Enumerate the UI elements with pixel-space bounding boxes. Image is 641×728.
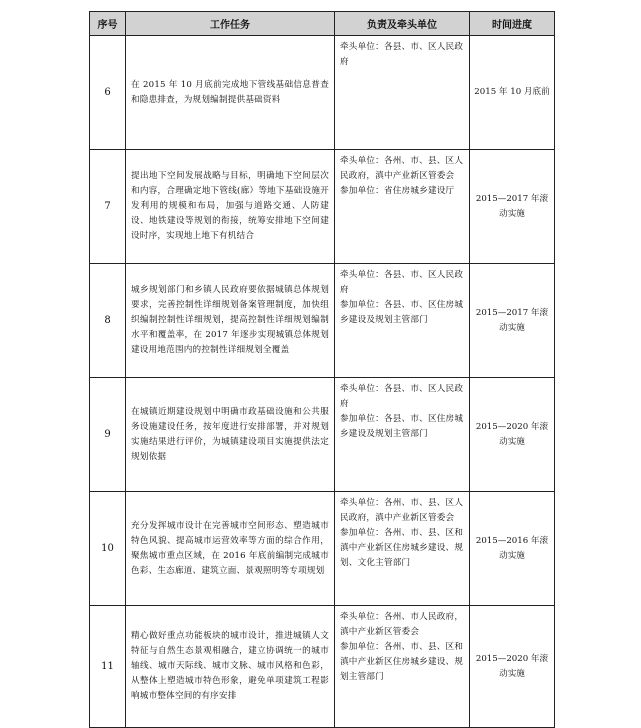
table-row: [90, 378, 555, 492]
unit-line: 牵头单位：各县、市、区人民政府: [340, 270, 464, 295]
table-row: [90, 606, 555, 728]
table-row: [90, 264, 555, 378]
unit-line: 参加单位：省住房城乡建设厅: [340, 186, 455, 196]
task-cell: 在城镇近期建设规划中明确市政基础设施和公共服务设施建设任务，按年度进行安排部署，并对规划实施结果进行评价，为城镇建设项目实施提供法定规划依据: [126, 378, 335, 492]
header-unit: 负责及牵头单位: [335, 12, 470, 36]
task-cell: 充分发挥城市设计在完善城市空间形态、塑造城市特色风貌、提高城市运营效率等方面的综合作用，聚焦城市重点区域，在 2016 年底前编制完成城市色彩、生态廊道、建筑立面、景观照明等专项规划: [126, 492, 335, 606]
row-number: 6: [90, 36, 126, 150]
time-cell: 2015—2020 年滚动实施: [470, 378, 555, 492]
unit-cell: [335, 36, 470, 150]
task-table: [89, 11, 555, 728]
unit-line: 参加单位：各州、市、县、区和滇中产业新区住房城乡建设、规划主管部门: [340, 642, 464, 682]
unit-cell: [335, 150, 470, 264]
header-no: 序号: [90, 12, 126, 36]
unit-line: 参加单位：各州、市、县、区和滇中产业新区住房城乡建设、规划、文化主管部门: [340, 528, 464, 568]
unit-line: 牵头单位：各州、市、县、区人民政府，滇中产业新区管委会: [340, 498, 464, 523]
task-cell: 城乡规划部门和乡镇人民政府要依据城镇总体规划要求，完善控制性详细规划备案管理制度，加快组织编制控制性详细规划，提高控制性详细规划编制水平和覆盖率，在 2017 年逐步实现城镇总体规划建设用地范围内的控制性详细规划全覆盖: [126, 264, 335, 378]
time-cell: 2015 年 10 月底前: [470, 36, 555, 150]
time-cell: 2015—2017 年滚动实施: [470, 264, 555, 378]
unit-cell: [335, 606, 470, 728]
table-row: [90, 150, 555, 264]
row-number: 8: [90, 264, 126, 378]
unit-line: 牵头单位：各县、市、区人民政府: [340, 384, 464, 409]
task-cell: 提出地下空间发展战略与目标，明确地下空间层次和内容，合理确定地下管线(廊）等地下基础设施开发利用的规模和布局，加强与道路交通、人防建设、地铁建设等规划的衔接，统筹安排地下空间建设时序，实现地上地下有机结合: [126, 150, 335, 264]
row-number: 11: [90, 606, 126, 728]
row-number: 10: [90, 492, 126, 606]
header-task: 工作任务: [126, 12, 335, 36]
task-cell: 精心做好重点功能板块的城市设计，推进城镇人文特征与自然生态景观相融合，建立协调统一的城市轴线、城市天际线、城市文脉、城市风格和色彩，从整体上塑造城市特色形象，避免单项建筑工程影响城市整体空间的有序安排: [126, 606, 335, 728]
unit-line: 参加单位：各县、市、区住房城乡建设及规划主管部门: [340, 300, 464, 325]
unit-cell: [335, 264, 470, 378]
table-row: [90, 36, 555, 150]
table-header: [90, 12, 555, 36]
unit-cell: [335, 378, 470, 492]
task-cell: 在 2015 年 10 月底前完成地下管线基础信息普查和隐患排查，为规划编制提供基础资料: [126, 36, 335, 150]
time-cell: 2015—2017 年滚动实施: [470, 150, 555, 264]
unit-line: 牵头单位：各州、市、县、区人民政府，滇中产业新区管委会: [340, 156, 464, 181]
unit-line: 参加单位：各县、市、区住房城乡建设及规划主管部门: [340, 414, 464, 439]
unit-line: 牵头单位：各县、市、区人民政府: [340, 42, 464, 67]
row-number: 7: [90, 150, 126, 264]
time-cell: 2015—2016 年滚动实施: [470, 492, 555, 606]
unit-line: 牵头单位：各州、市人民政府，滇中产业新区管委会: [340, 612, 464, 637]
unit-cell: [335, 492, 470, 606]
table-row: [90, 492, 555, 606]
table-body: [90, 36, 555, 728]
time-cell: 2015—2020 年滚动实施: [470, 606, 555, 728]
header-time: 时间进度: [470, 12, 555, 36]
row-number: 9: [90, 378, 126, 492]
